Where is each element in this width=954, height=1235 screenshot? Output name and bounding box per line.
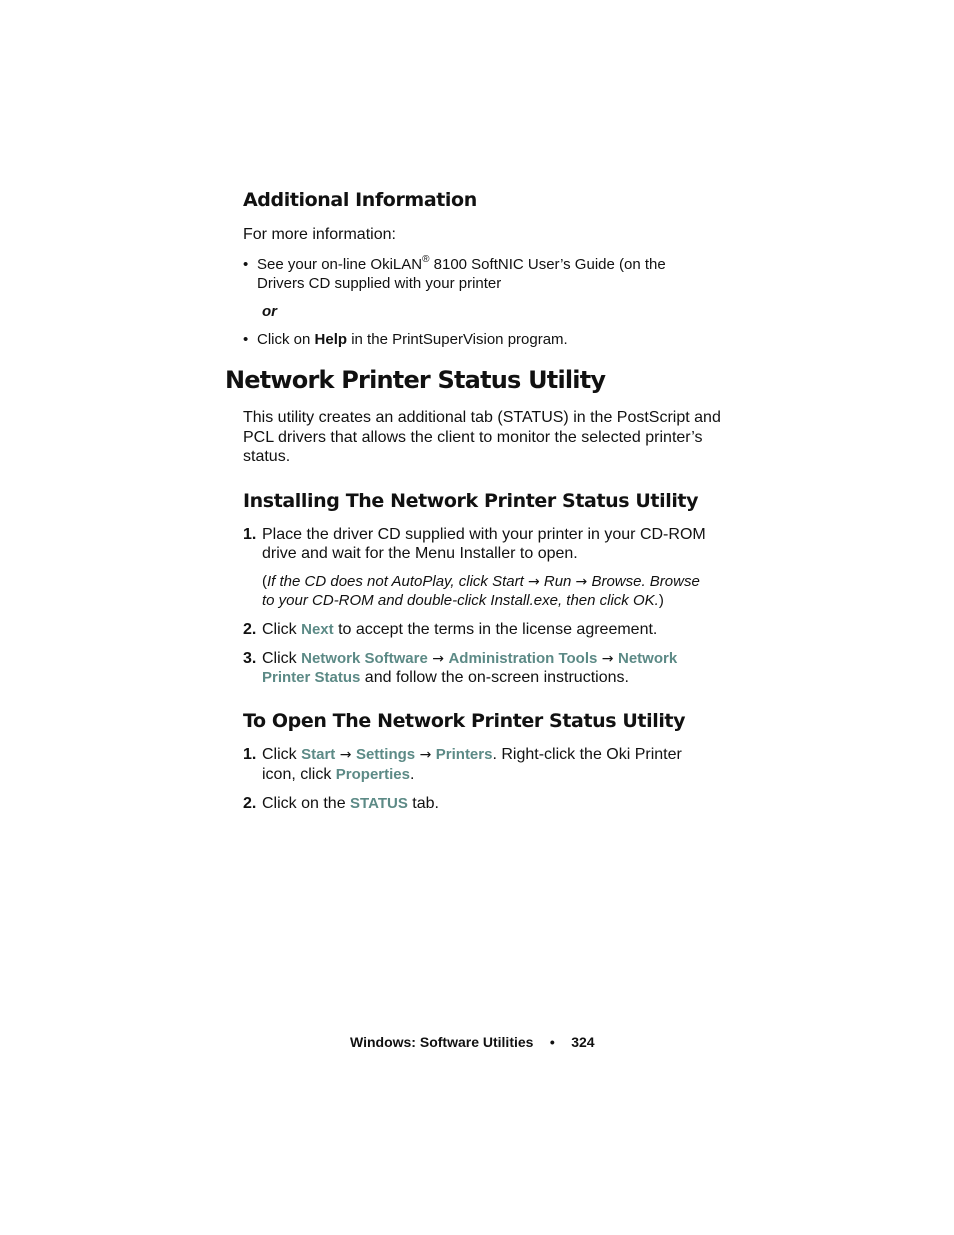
menu-term-settings: Settings	[355, 746, 416, 763]
footer-section-title: Windows: Software Utilities	[350, 1034, 534, 1050]
footer-separator: •	[549, 1034, 555, 1050]
description-paragraph	[243, 408, 721, 467]
menu-term-administration-tools: Administration Tools	[448, 650, 598, 667]
section-heading-to-open: To Open The Network Printer Status Utility	[243, 710, 686, 732]
page-footer	[350, 1034, 595, 1050]
autoplay-note	[262, 572, 700, 592]
step-item	[243, 649, 677, 670]
note-text: Browse. Browse	[587, 573, 700, 590]
step-text: Click	[262, 650, 302, 667]
bullet-text: in the PrintSuperVision program.	[347, 331, 568, 348]
section-heading-installing: Installing The Network Printer Status Utility	[243, 490, 699, 512]
menu-term-network-printer-status: Printer Status	[262, 669, 361, 686]
registered-mark: ®	[422, 254, 430, 265]
intro-text: For more information:	[243, 226, 396, 243]
note-text: Run	[539, 573, 576, 590]
help-term: Help	[314, 331, 348, 348]
step-text-continued	[262, 668, 629, 688]
step-text: icon, click	[262, 766, 336, 783]
menu-term-start: Start	[301, 746, 336, 763]
section-heading-additional-information: Additional Information	[243, 189, 477, 211]
step-text: Place the driver CD supplied with your printer in your CD-ROM	[262, 526, 706, 543]
step-number: 2.	[243, 795, 257, 812]
step-item	[243, 794, 439, 814]
arrow-icon: →	[432, 651, 444, 667]
bullet-glyph: •	[243, 331, 249, 348]
bullet-glyph: •	[243, 256, 249, 273]
arrow-icon: →	[419, 747, 432, 763]
step-text: Click	[262, 621, 302, 638]
menu-term-properties: Properties	[335, 766, 410, 783]
arrow-icon: →	[339, 747, 352, 763]
bullet-text: 8100 SoftNIC User’s Guide (on the	[429, 256, 666, 273]
menu-term-network-software: Network Software	[301, 650, 428, 667]
arrow-icon: →	[527, 574, 540, 590]
step-text: . Right-click the Oki Printer	[492, 746, 682, 763]
note-paren: (	[262, 573, 267, 590]
page-number: 324	[571, 1034, 595, 1050]
step-number: 2.	[243, 621, 257, 638]
step-item	[243, 745, 682, 766]
next-button-term: Next	[301, 621, 334, 638]
step-text: .	[410, 766, 415, 783]
step-number: 3.	[243, 650, 257, 667]
arrow-icon: →	[601, 651, 614, 667]
paragraph-line: This utility creates an additional tab (STATUS) in the PostScript and	[243, 409, 721, 426]
step-item	[243, 620, 657, 640]
step-text: tab.	[407, 795, 439, 812]
step-text: Click on the	[262, 795, 351, 812]
note-paren: )	[658, 592, 664, 609]
list-item	[243, 255, 666, 274]
bullet-text: See your on-line OkiLAN	[257, 256, 423, 273]
step-number: 1.	[243, 746, 257, 763]
menu-term-network-printer-status: Network	[617, 650, 678, 667]
or-separator: or	[262, 303, 277, 320]
list-item	[243, 330, 568, 349]
bullet-text-continued: Drivers CD supplied with your printer	[257, 275, 502, 292]
step-number: 1.	[243, 526, 257, 543]
page-title: Network Printer Status Utility	[225, 366, 606, 394]
step-text: and follow the on-screen instructions.	[360, 669, 629, 686]
bullet-text: Click on	[257, 331, 315, 348]
step-item	[243, 525, 706, 545]
arrow-icon: →	[575, 574, 588, 590]
autoplay-note-continued	[262, 591, 664, 610]
paragraph-line: PCL drivers that allows the client to monitor the selected printer’s	[243, 428, 703, 446]
step-text-continued: drive and wait for the Menu Installer to open.	[262, 545, 578, 562]
note-text: If the CD does not AutoPlay, click Start	[267, 573, 528, 590]
step-text: Click	[262, 746, 302, 763]
step-text: to accept the terms in the license agreement.	[333, 621, 658, 638]
paragraph-line: status.	[243, 448, 291, 465]
step-text-continued	[262, 765, 414, 785]
status-tab-term: STATUS	[350, 795, 408, 812]
menu-term-printers: Printers	[435, 746, 493, 763]
note-text: to your CD-ROM and double-click Install.exe, then click OK.	[262, 592, 659, 609]
